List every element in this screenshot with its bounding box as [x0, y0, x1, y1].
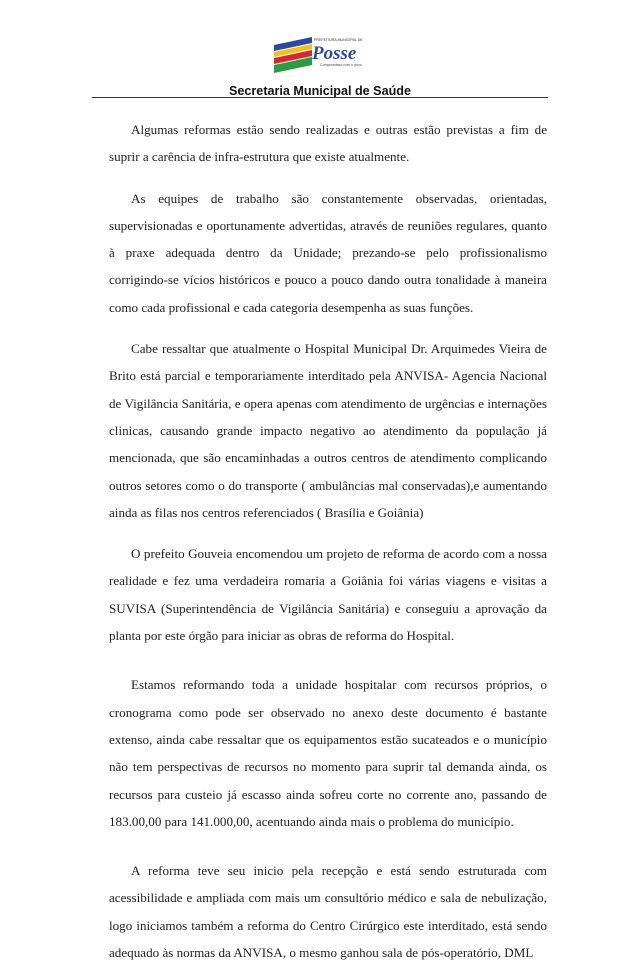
logo-top-text: PREFEITURA MUNICIPAL DE [314, 38, 363, 42]
paragraph-4: O prefeito Gouveia encomendou um projeto de reforma de acordo com a nossa realidade e fez uma verdadeira romaria a Goiânia foi várias viagens e visitas a SUVISA (Superintendência de Vigilância Sanitária) e conseguiu a aprovação da planta por este órgão para iniciar as obras de reforma do Hospital. [109, 546, 547, 644]
prefeitura-posse-logo [272, 33, 368, 77]
paragraph-6: A reforma teve seu inicio pela recepção e está sendo estruturada com acessibilidade e ampliada com mais um consultório médico e sala de nebulização, logo iniciamos também a reforma do Centro Cirúrgico este interditado, está sendo adequado às normas da ANVISA, o mesmo ganhou sala de pós-operatório, DML [109, 863, 547, 961]
paragraph-2: As equipes de trabalho são constantemente observadas, orientadas, supervisionadas e oportunamente advertidas, através de reuniões regulares, quanto à praxe adequada dentro da Unidade; prezando-se pelo profissionalismo corrigindo-se vícios históricos e pouco a pouco dando outra tonalidade à maneira como cada profissional e cada categoria desempenha as suas funções. [109, 190, 547, 315]
logo-wordmark: Posse [312, 43, 357, 64]
paragraph-3: Cabe ressaltar que atualmente o Hospital Municipal Dr. Arquimedes Vieira de Brito está parcial e temporariamente interditado pela ANVISA- Agencia Nacional de Vigilância Sanitária, e opera apenas com atendimento de urgências e internações clinicas, causando grande impacto negativo ao atendimento da população já mencionada, que são encaminhadas a outros centros de atendimento complicando outros setores como o do transporte ( ambulâncias mal conservadas),e aumentando ainda as filas nos centros referenciados ( Brasília e Goiânia) [109, 341, 547, 520]
paragraph-5: Estamos reformando toda a unidade hospitalar com recursos próprios, o cronograma como pode ser observado no anexo deste documento é bastante extenso, ainda cabe ressaltar que os equipamentos estão sucateados e o município não tem perspectivas de recursos no momento para suprir tal demanda ainda, os recursos para custeio já escasso ainda sofreu corte no corrente ano, passando de 183.00,00 para 141.000,00, acentuando ainda mais o problema do município. [109, 677, 547, 829]
logo-tagline: Compromisso com o povo [320, 63, 362, 67]
header-divider [92, 97, 548, 98]
document-body [109, 116, 547, 980]
page-header-title: Secretaria Municipal de Saúde [229, 84, 411, 98]
paragraph-1: Algumas reformas estão sendo realizadas e outras estão previstas a fim de suprir a carência de infra-estrutura que existe atualmente. [109, 122, 547, 165]
